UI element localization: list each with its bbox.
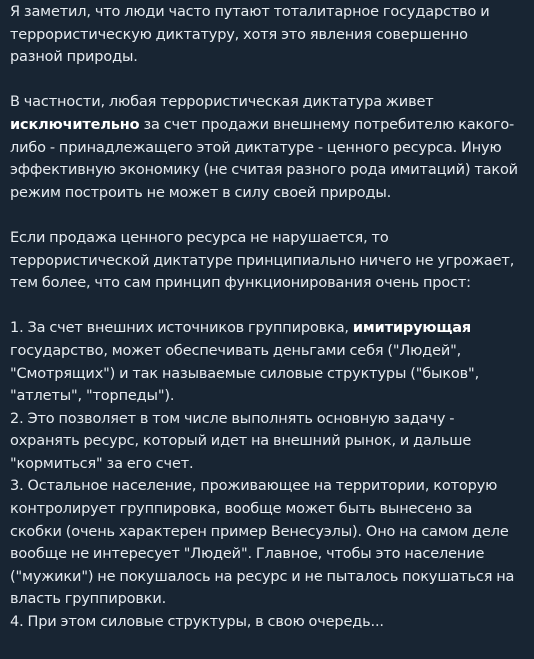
list-item-2 (10, 408, 524, 476)
list-item-3 (10, 475, 524, 611)
paragraph-principle-text: Если продажа ценного ресурса не нарушается, то террористической диктатуре принципиально ничего не угрожает, тем более, что сам принцип функционирования очень прост: (10, 229, 515, 292)
paragraph-dictatorship-text-start: В частности, любая террористическая диктатура живет (10, 94, 434, 111)
paragraph-intro-text: Я заметил, что люди часто путают тоталитарное государство и террористическую диктатуру, хотя это явления совершенно разной природы. (10, 4, 490, 66)
message-text (10, 1, 524, 634)
bold-word-imitating: имитирующая (352, 320, 471, 337)
list-item-1 (10, 317, 524, 407)
paragraph-intro (10, 1, 524, 69)
list-item-2-text: 2. Это позволяет в том числе выполнять основную задачу - охранять ресурс, который идет на внешний рынок, и дальше "кормиться" за его счет. (10, 410, 472, 472)
bold-word-exclusively: исключительно (10, 116, 140, 133)
paragraph-principle (10, 227, 524, 295)
list-item-3-text: 3. Остальное население, проживающее на территории, которую контролирует группировка, вообще может быть вынесено за скобки (очень характерен пример Венесуэлы). Оно на самом деле вообще не интересует "Людей". Главное, чтобы это население ("мужики") не покушалось на ресурс и не пыталось покушаться на власть группировки. (10, 478, 515, 608)
list-item-1-text-start: 1. За счет внешних источников группировка, (10, 320, 353, 337)
paragraph-dictatorship (10, 91, 524, 204)
list-item-4-text: 4. При этом силовые структуры, в свою очередь... (10, 614, 384, 631)
list-item-1-text-end: государство, может обеспечивать деньгами себя ("Людей", "Смотрящих") и так называемые силовые структуры ("быков", "атлеты", "торпеды"). (10, 342, 480, 405)
list-item-4 (10, 611, 524, 634)
paragraph-dictatorship-text-end: за счет продажи внешнему потребителю какого-либо - принадлежащего этой диктатуре - ценного ресурса. Иную эффективную экономику (не считая разного рода имитаций) такой режим построить не может в силу своей природы. (10, 116, 518, 201)
